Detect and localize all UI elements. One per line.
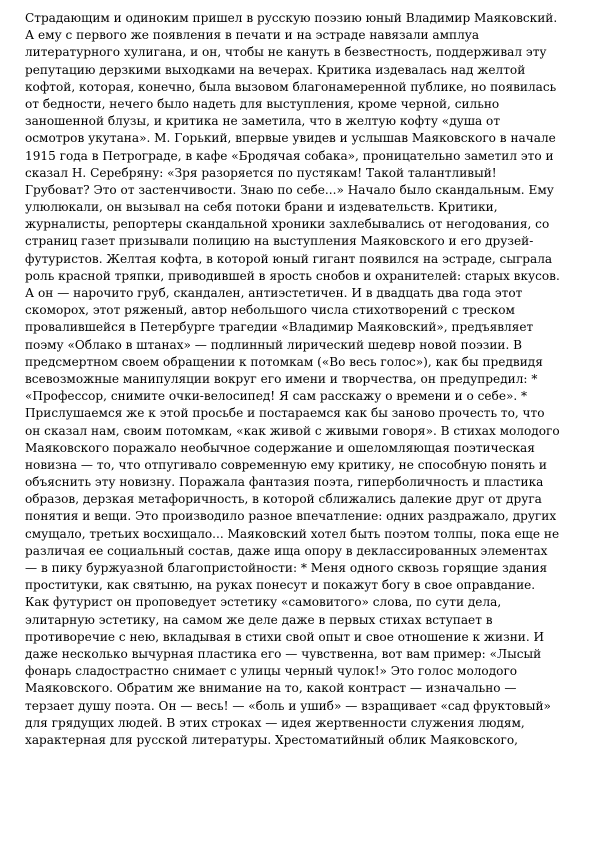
text-line: — в пику буржуазной благопристойности: * Меня одного сквозь горящие здания	[25, 561, 548, 575]
text-line: противоречие с нею, вкладывая в стихи свой опыт и свое отношение к жизни. И	[25, 629, 545, 644]
text-line: проституки, как святыню, на руках понесут и покажут богу в свое оправдание.	[25, 578, 536, 593]
text-line: литературного хулигана, и он, чтобы не кануть в безвестность, поддерживал эту	[25, 45, 547, 60]
text-line: характерная для русской литературы. Хрестоматийный облик Маяковского,	[25, 732, 518, 747]
text-line: фонарь сладострастно снимает с улицы черный чулок!» Это голос молодого	[25, 664, 518, 679]
text-line: понятия и вещи. Это производило разное впечатление: одних раздражало, других	[25, 509, 557, 524]
text-line: всевозможные манипуляции вокруг его имени и творчества, он предупредил: *	[25, 371, 538, 386]
text-line: образов, дерзкая метафоричность, в которой сближались далекие друг от друга	[25, 492, 542, 507]
text-line: скоморох, этот ряженый, автор небольшого числа стихотворений с треском	[25, 303, 515, 318]
text-line: заношенной блузы, и критика не заметила, что в желтую кофту «душа от	[25, 114, 501, 129]
text-line: улюлюкали, он вызывал на себя потоки брани и издевательств. Критики,	[25, 200, 498, 215]
text-line: провалившейся в Петербурге трагедии «Владимир Маяковский», предъявляет	[25, 320, 534, 335]
text-line: футуристов. Желтая кофта, в которой юный гигант появился на эстраде, сыграла	[25, 251, 553, 266]
text-line: терзает душу поэта. Он — весь! — «боль и ушиб» — взращивает «сад фруктовый»	[25, 698, 551, 713]
text-line: различая ее социальный состав, даже ища опору в деклассированных элементах	[25, 543, 548, 558]
text-line: Страдающим и одиноким пришел в русскую поэзию юный Владимир Маяковский.	[25, 11, 558, 25]
text-line: Грубоват? Это от застенчивости. Знаю по себе...» Начало было скандальным. Ему	[25, 182, 554, 197]
text-line: 1915 года в Петрограде, в кафе «Бродячая собака», проницательно заметил это и	[25, 148, 554, 163]
text-line: элитарную эстетику, на самом же деле даже в первых стихах вступает в	[25, 612, 493, 627]
text-line: Маяковского поражало необычное содержание и ошеломляющая поэтическая	[25, 440, 535, 455]
text-line: Прислушаемся же к этой просьбе и постараемся как бы заново прочесть то, что	[25, 406, 545, 421]
text-line: репутацию дерзкими выходками на вечерах. Критика издевалась над желтой	[25, 62, 526, 77]
text-line: для грядущих людей. В этих строках — идея жертвенности служения людям,	[25, 715, 525, 730]
text-line: смущало, третьих восхищало... Маяковский хотел быть поэтом толпы, пока еще не	[25, 526, 560, 541]
text-line: объяснить эту новизну. Поражала фантазия поэта, гиперболичность и пластика	[25, 475, 544, 490]
text-line: роль красной тряпки, приводившей в ярость снобов и охранителей: старых вкусов.	[25, 268, 560, 283]
text-line: кофтой, которая, конечно, была вызовом благонамеренной публике, но появилась	[25, 79, 557, 94]
text-line: он сказал нам, своим потомкам, «как живой с живыми говоря». В стихах молодого	[25, 423, 560, 438]
text-line: «Профессор, снимите очки-велосипед! Я сам расскажу о времени и о себе». *	[25, 389, 528, 404]
text-line: журналисты, репортеры скандальной хроники захлебывались от негодования, со	[25, 217, 550, 232]
text-line: страниц газет призывали полицию на выступления Маяковского и его друзей-	[25, 234, 534, 249]
text-line: А он — нарочито груб, скандален, антиэстетичен. И в двадцать два года этот	[25, 286, 523, 300]
text-line: предсмертном своем обращении к потомкам («Во весь голос»), как бы предвидя	[25, 354, 543, 369]
text-line: сказал Н. Серебряну: «Зря разоряется по пустякам! Такой талантливый!	[25, 165, 497, 180]
text-line: осмотров укутана». М. Горький, впервые увидев и услышав Маяковского в начале	[25, 131, 556, 146]
text-line: А ему с первого же появления в печати и на эстраде навязали амплуа	[25, 28, 480, 43]
text-line: поэму «Облако в штанах» — подлинный лирический шедевр новой поэзии. В	[25, 337, 523, 352]
text-line: новизна — то, что отпугивало современную ему критику, не способную понять и	[25, 457, 547, 472]
body-text	[25, 10, 585, 749]
text-line: от бедности, нечего было надеть для выступления, кроме черной, сильно	[25, 96, 500, 111]
text-line: Как футурист он проповедует эстетику «самовитого» слова, по сути дела,	[25, 595, 502, 610]
text-line: Маяковского. Обратим же внимание на то, какой контраст — изначально —	[25, 681, 517, 696]
text-line: даже несколько вычурная пластика его — чувственна, вот вам пример: «Лысый	[25, 646, 542, 661]
